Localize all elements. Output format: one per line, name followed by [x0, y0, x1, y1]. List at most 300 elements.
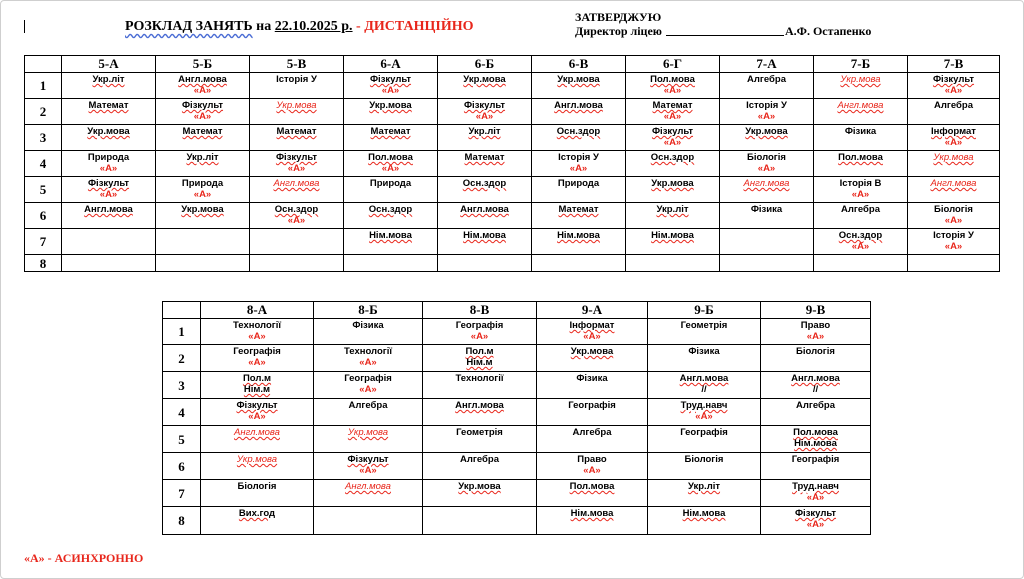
lesson-cell: [314, 507, 423, 535]
lesson-cell: [814, 73, 908, 99]
subject: Математ: [464, 152, 505, 163]
subject: Право: [800, 320, 831, 331]
lesson-cell: [438, 151, 532, 177]
lesson-cell: [314, 480, 423, 507]
lesson-cell: [62, 255, 156, 272]
async-mark: «А»: [359, 384, 377, 395]
subject: Геометрія: [680, 320, 728, 331]
lesson-cell: [156, 73, 250, 99]
async-mark: «А»: [99, 189, 118, 200]
subject: Укр.мова: [276, 100, 317, 111]
async-mark: «А»: [663, 85, 682, 96]
subject: Труд.навч: [792, 481, 839, 492]
lesson-number: 5: [163, 426, 201, 453]
title-on: на: [256, 19, 272, 34]
subject: Географія: [455, 320, 504, 331]
class-header: 9-А: [537, 302, 648, 319]
lesson-cell: [626, 229, 720, 255]
subject: Математ: [182, 126, 223, 137]
subject: Біологія: [796, 346, 835, 357]
director-label: Директор ліцею: [575, 24, 662, 38]
lesson-cell: [626, 203, 720, 229]
lesson-cell: [908, 125, 1000, 151]
lesson-cell: [720, 151, 814, 177]
class-header: 7-А: [720, 56, 814, 73]
lesson-cell: [344, 125, 438, 151]
subject: Англ.мова: [554, 100, 603, 111]
lesson-cell: [438, 125, 532, 151]
table-row: [163, 480, 871, 507]
lesson-cell: [156, 229, 250, 255]
lesson-cell: [314, 453, 423, 480]
lesson-number: 4: [163, 399, 201, 426]
lesson-cell: [720, 203, 814, 229]
subject: Укр.літ: [92, 74, 125, 85]
lesson-cell: [720, 255, 814, 272]
lesson-cell: [62, 99, 156, 125]
subject-secondary: Нім.м: [243, 384, 271, 395]
subject: Право: [577, 454, 607, 465]
subject: Природа: [557, 178, 600, 189]
lesson-cell: [537, 372, 648, 399]
subject: Алгебра: [841, 204, 880, 215]
subject: Англ.мова: [930, 178, 977, 189]
async-mark: «А»: [359, 357, 377, 368]
subject: Біологія: [747, 152, 786, 163]
async-mark: «А»: [663, 137, 682, 148]
lesson-cell: [438, 203, 532, 229]
schedule-table-grades-8-9: [162, 301, 871, 535]
subject: Фізика: [576, 373, 608, 384]
class-header: 5-Б: [156, 56, 250, 73]
subject: Алгебра: [348, 400, 388, 411]
lesson-cell: [908, 203, 1000, 229]
lesson-number: 3: [163, 372, 201, 399]
subject: Англ.мова: [455, 400, 504, 411]
lesson-cell: [537, 319, 648, 345]
subject: Пол.мова: [368, 152, 413, 163]
subject: Алгебра: [796, 400, 835, 411]
legend-async: «А» - АСИНХРОННО: [24, 551, 144, 565]
lesson-cell: [532, 255, 626, 272]
subject: Технології: [343, 346, 393, 357]
director-line: [575, 24, 871, 38]
async-mark: «А»: [248, 331, 266, 342]
subject: Алгебра: [460, 454, 499, 465]
class-header: 7-Б: [814, 56, 908, 73]
lesson-cell: [314, 345, 423, 372]
lesson-cell: [537, 507, 648, 535]
subject: Історія В: [839, 178, 882, 189]
director-name: А.Ф. Остапенко: [784, 24, 872, 38]
lesson-cell: [908, 229, 1000, 255]
lesson-cell: [626, 255, 720, 272]
lesson-cell: [250, 73, 344, 99]
async-mark: «А»: [359, 465, 377, 476]
lesson-cell: [423, 507, 537, 535]
lesson-cell: [720, 125, 814, 151]
subject: Фізкульт: [794, 508, 837, 519]
lesson-cell: [314, 399, 423, 426]
async-mark: «А»: [193, 189, 212, 200]
subject: Укр.мова: [87, 126, 130, 137]
lesson-cell: [908, 99, 1000, 125]
lesson-cell: [423, 372, 537, 399]
subject: Фізкульт: [87, 178, 130, 189]
table-row: [163, 399, 871, 426]
title-prefix: РОЗКЛАД ЗАНЯТЬ: [125, 19, 253, 34]
table-row: [163, 426, 871, 453]
title-mode: - ДИСТАНЦІЙНО: [356, 19, 474, 34]
lesson-cell: [648, 480, 761, 507]
subject: Осн.здор: [462, 178, 507, 189]
lesson-cell: [438, 73, 532, 99]
subject: Пол.мова: [569, 481, 615, 492]
async-mark: «А»: [757, 111, 776, 122]
lesson-cell: [201, 319, 314, 345]
lesson-cell: [201, 345, 314, 372]
lesson-cell: [814, 203, 908, 229]
lesson-cell: [626, 177, 720, 203]
subject: Укр.мова: [463, 74, 506, 85]
subject: Фізкульт: [932, 74, 975, 85]
corner-cell: [163, 302, 201, 319]
lesson-cell: [423, 453, 537, 480]
lesson-cell: [62, 73, 156, 99]
lesson-cell: [814, 229, 908, 255]
lesson-cell: [908, 255, 1000, 272]
lesson-cell: [761, 480, 871, 507]
lesson-cell: [761, 507, 871, 535]
lesson-cell: [814, 177, 908, 203]
table-row: [25, 229, 1000, 255]
lesson-cell: [537, 426, 648, 453]
subject: Історія У: [558, 152, 599, 163]
lesson-cell: [532, 229, 626, 255]
subject: Географія: [568, 400, 616, 411]
subject: Технології: [232, 320, 282, 331]
signature-line: [666, 35, 784, 36]
table-row: [25, 203, 1000, 229]
async-mark: «А»: [806, 519, 825, 530]
async-mark: «А»: [757, 163, 776, 174]
lesson-cell: [761, 319, 871, 345]
lesson-cell: [648, 426, 761, 453]
lesson-cell: [438, 177, 532, 203]
lesson-cell: [423, 399, 537, 426]
subject: Укр.мова: [458, 481, 501, 492]
subject: Укр.мова: [181, 204, 224, 215]
subject: Фізика: [688, 346, 720, 357]
subject: Укр.мова: [236, 454, 278, 465]
class-header: 6-А: [344, 56, 438, 73]
async-mark: «А»: [944, 85, 963, 96]
subject: Пол.мова: [650, 74, 695, 85]
subject: Англ.мова: [345, 481, 391, 492]
lesson-cell: [720, 99, 814, 125]
subject: Алгебра: [572, 427, 612, 438]
lesson-cell: [761, 345, 871, 372]
lesson-cell: [423, 345, 537, 372]
async-mark: «А»: [381, 85, 400, 96]
lesson-cell: [761, 453, 871, 480]
lesson-number: 4: [25, 151, 62, 177]
subject: Англ.мова: [234, 427, 280, 438]
subject: Укр.мова: [933, 152, 974, 163]
lesson-cell: [250, 99, 344, 125]
subject: Укр.мова: [745, 126, 788, 137]
lesson-cell: [814, 125, 908, 151]
lesson-cell: [648, 453, 761, 480]
lesson-cell: [344, 177, 438, 203]
lesson-cell: [761, 399, 871, 426]
async-mark: «А»: [851, 189, 870, 200]
subject: Фізкульт: [369, 74, 412, 85]
subject: Укр.мова: [651, 178, 694, 189]
lesson-cell: [201, 426, 314, 453]
lesson-cell: [626, 125, 720, 151]
lesson-cell: [250, 177, 344, 203]
subject: Нім.мова: [651, 230, 694, 241]
lesson-cell: [648, 507, 761, 535]
lesson-cell: [908, 177, 1000, 203]
lesson-cell: [537, 453, 648, 480]
subject: Пол.м: [465, 346, 494, 357]
table-row: [163, 507, 871, 535]
async-mark: «А»: [944, 215, 963, 226]
table-row: [25, 177, 1000, 203]
lesson-cell: [532, 177, 626, 203]
subject: Алгебра: [934, 100, 973, 111]
table2-header-row: [163, 302, 871, 319]
subject: Фізика: [750, 204, 783, 215]
subject: Англ.мова: [178, 74, 227, 85]
lesson-cell: [156, 125, 250, 151]
subject: Англ.мова: [791, 373, 840, 384]
subject: Історія У: [276, 74, 317, 85]
lesson-cell: [648, 345, 761, 372]
class-header: 8-А: [201, 302, 314, 319]
subject: Біологія: [934, 204, 973, 215]
lesson-cell: [201, 453, 314, 480]
subject: Природа: [87, 152, 130, 163]
lesson-cell: [532, 125, 626, 151]
lesson-number: 2: [25, 99, 62, 125]
subject: Пол.м: [242, 373, 272, 384]
subject: Географія: [680, 427, 728, 438]
subject: Укр.літ: [687, 481, 721, 492]
subject-secondary: Нім.мова: [794, 438, 837, 449]
lesson-cell: [314, 319, 423, 345]
lesson-cell: [250, 229, 344, 255]
class-header: 6-Г: [626, 56, 720, 73]
subject: Фізкульт: [181, 100, 224, 111]
lesson-cell: [344, 255, 438, 272]
table-row: [163, 372, 871, 399]
subject: Технології: [455, 373, 504, 384]
subject: Фізика: [844, 126, 877, 137]
subject: Біологія: [684, 454, 724, 465]
subject: Англ.мова: [273, 178, 320, 189]
subject: Історія У: [746, 100, 787, 111]
subject: Укр.мова: [557, 74, 600, 85]
lesson-cell: [720, 73, 814, 99]
async-mark: «А»: [287, 163, 306, 174]
lesson-cell: [344, 229, 438, 255]
lesson-number: 6: [25, 203, 62, 229]
schedule-table-grades-5-7: [24, 55, 1000, 272]
lesson-cell: [626, 151, 720, 177]
subject-secondary: //: [812, 384, 819, 395]
lesson-cell: [201, 399, 314, 426]
subject: Математ: [276, 126, 317, 137]
async-mark: «А»: [381, 163, 400, 174]
subject: Природа: [181, 178, 224, 189]
subject: Фізкульт: [347, 454, 389, 465]
async-mark: «А»: [695, 411, 713, 422]
lesson-cell: [314, 426, 423, 453]
subject: Нім.мова: [570, 508, 614, 519]
lesson-cell: [423, 426, 537, 453]
subject-secondary: Нім.м: [466, 357, 493, 368]
lesson-cell: [761, 372, 871, 399]
subject: Геометрія: [456, 427, 503, 438]
async-mark: «А»: [470, 331, 489, 342]
subject: Осн.здор: [650, 152, 695, 163]
lesson-cell: [250, 203, 344, 229]
lesson-cell: [344, 203, 438, 229]
subject: Географія: [791, 454, 840, 465]
class-header: 5-В: [250, 56, 344, 73]
table-row: [163, 453, 871, 480]
subject: Географія: [233, 346, 281, 357]
subject: Фізкульт: [236, 400, 278, 411]
async-mark: «А»: [193, 85, 212, 96]
lesson-cell: [532, 151, 626, 177]
subject: Математ: [558, 204, 599, 215]
subject: Нім.мова: [682, 508, 726, 519]
lesson-cell: [908, 73, 1000, 99]
page-title: [125, 19, 474, 35]
lesson-cell: [344, 73, 438, 99]
subject: Укр.мова: [369, 100, 412, 111]
lesson-cell: [626, 73, 720, 99]
lesson-cell: [438, 229, 532, 255]
lesson-cell: [648, 372, 761, 399]
subject: Інформат: [569, 320, 615, 331]
subject: Фізкульт: [651, 126, 694, 137]
lesson-cell: [250, 125, 344, 151]
lesson-cell: [908, 151, 1000, 177]
lesson-cell: [156, 255, 250, 272]
lesson-cell: [250, 255, 344, 272]
lesson-cell: [62, 177, 156, 203]
table-row: [25, 99, 1000, 125]
async-mark: «А»: [248, 411, 266, 422]
subject: Математ: [652, 100, 693, 111]
subject: Історія У: [933, 230, 974, 241]
subject: Укр.літ: [468, 126, 501, 137]
subject: Математ: [370, 126, 411, 137]
lesson-cell: [423, 480, 537, 507]
class-header: 9-Б: [648, 302, 761, 319]
async-mark: «А»: [287, 215, 306, 226]
subject: Фізкульт: [463, 100, 506, 111]
lesson-cell: [648, 319, 761, 345]
table-row: [25, 151, 1000, 177]
lesson-number: 8: [25, 255, 62, 272]
subject: Фізика: [352, 320, 384, 331]
lesson-cell: [62, 203, 156, 229]
lesson-cell: [156, 203, 250, 229]
lesson-cell: [156, 177, 250, 203]
subject: Біологія: [237, 481, 277, 492]
lesson-cell: [537, 399, 648, 426]
subject: Англ.мова: [679, 373, 729, 384]
subject: Алгебра: [747, 74, 786, 85]
lesson-number: 3: [25, 125, 62, 151]
subject: Пол.мова: [838, 152, 883, 163]
lesson-number: 1: [25, 73, 62, 99]
subject: Англ.мова: [837, 100, 884, 111]
lesson-number: 2: [163, 345, 201, 372]
lesson-cell: [648, 399, 761, 426]
lesson-cell: [62, 151, 156, 177]
table-row: [163, 345, 871, 372]
subject: Осн.здор: [274, 204, 319, 215]
lesson-cell: [344, 99, 438, 125]
subject: Укр.мова: [840, 74, 881, 85]
subject: Фізкульт: [275, 152, 318, 163]
lesson-cell: [626, 99, 720, 125]
lesson-number: 6: [163, 453, 201, 480]
table-row: [163, 319, 871, 345]
subject: Укр.мова: [347, 427, 389, 438]
subject: Англ.мова: [460, 204, 509, 215]
lesson-cell: [62, 125, 156, 151]
class-header: 9-В: [761, 302, 871, 319]
subject: Англ.мова: [743, 178, 790, 189]
lesson-cell: [814, 255, 908, 272]
subject: Вих.год: [238, 508, 276, 519]
async-mark: «А»: [944, 137, 963, 148]
subject: Інформат: [931, 126, 976, 137]
subject: Укр.літ: [656, 204, 689, 215]
text-cursor: [24, 20, 25, 33]
class-header: 6-Б: [438, 56, 532, 73]
lesson-cell: [201, 480, 314, 507]
lesson-cell: [814, 99, 908, 125]
subject: Укр.літ: [186, 152, 219, 163]
lesson-cell: [720, 229, 814, 255]
class-header: 5-А: [62, 56, 156, 73]
subject: Осн.здор: [368, 204, 413, 215]
lesson-number: 1: [163, 319, 201, 345]
async-mark: «А»: [944, 241, 963, 252]
async-mark: «А»: [569, 163, 588, 174]
subject: Нім.мова: [463, 230, 506, 241]
async-mark: «А»: [99, 163, 118, 174]
subject-secondary: //: [701, 384, 707, 395]
lesson-cell: [423, 319, 537, 345]
lesson-cell: [156, 151, 250, 177]
subject: Природа: [369, 178, 412, 189]
async-mark: «А»: [583, 465, 601, 476]
subject: Труд.навч: [680, 400, 728, 411]
subject: Осн.здор: [838, 230, 883, 241]
async-mark: «А»: [851, 241, 870, 252]
lesson-cell: [814, 151, 908, 177]
